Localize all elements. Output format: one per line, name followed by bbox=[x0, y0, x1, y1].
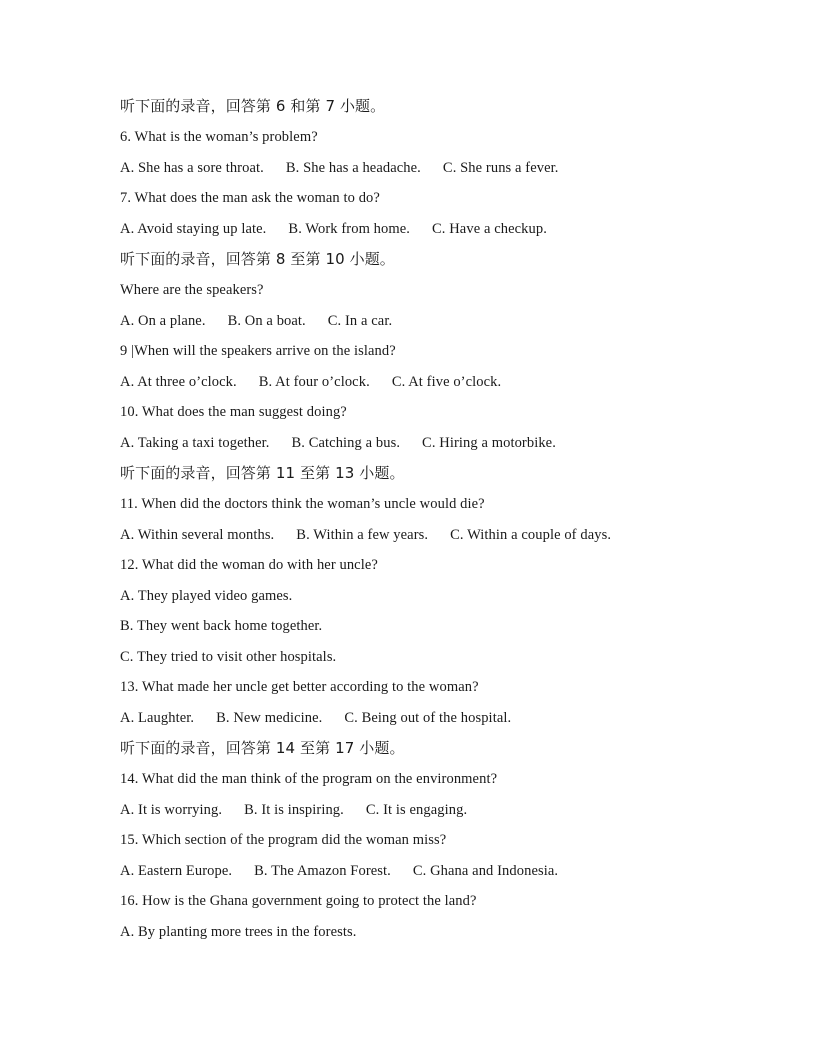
question-text: 16. How is the Ghana government going to protect the land? bbox=[120, 893, 477, 909]
answer-option: A. Laughter. bbox=[120, 709, 195, 726]
section-instruction: 听下面的录音，回答第 14 至第 17 小题。 bbox=[120, 739, 405, 757]
question-text: 13. What made her uncle get better according to the woman? bbox=[120, 679, 479, 695]
answer-option: C. At five o’clock. bbox=[391, 373, 502, 390]
answer-options-row bbox=[120, 371, 710, 402]
answer-option: A. Avoid staying up late. bbox=[120, 220, 267, 237]
answer-option: B. The Amazon Forest. bbox=[254, 862, 391, 879]
answer-option: A. At three o’clock. bbox=[120, 373, 237, 390]
question-text: 15. Which section of the program did the woman miss? bbox=[120, 832, 447, 848]
answer-option: C. Hiring a motorbike. bbox=[422, 434, 556, 451]
answer-options-row bbox=[120, 432, 710, 463]
answer-option: A. Eastern Europe. bbox=[120, 862, 233, 879]
answer-option: C. In a car. bbox=[327, 312, 393, 329]
question-text: 14. What did the man think of the program on the environment? bbox=[120, 771, 498, 787]
answer-option: C. She runs a fever. bbox=[442, 159, 559, 176]
answer-option: B. Work from home. bbox=[288, 220, 411, 237]
question-text: 12. What did the woman do with her uncle? bbox=[120, 557, 378, 573]
answer-option: B. It is inspiring. bbox=[244, 801, 344, 818]
section-instruction: 听下面的录音，回答第 11 至第 13 小题。 bbox=[120, 464, 405, 482]
answer-option: C. It is engaging. bbox=[365, 801, 468, 818]
answer-option: B. New medicine. bbox=[216, 709, 323, 726]
answer-option: B. Within a few years. bbox=[296, 526, 429, 543]
section-instruction: 听下面的录音，回答第 8 至第 10 小题。 bbox=[120, 250, 395, 268]
answer-option: C. Within a couple of days. bbox=[450, 526, 612, 543]
question-text: 11. When did the doctors think the woman’s uncle would die? bbox=[120, 496, 485, 512]
answer-option: B. At four o’clock. bbox=[258, 373, 370, 390]
answer-options-row bbox=[120, 157, 710, 188]
section-instruction: 听下面的录音，回答第 6 和第 7 小题。 bbox=[120, 97, 386, 115]
answer-options-row bbox=[120, 860, 710, 891]
question-text: 10. What does the man suggest doing? bbox=[120, 404, 347, 420]
listening-section bbox=[120, 95, 710, 951]
question-text: A. By planting more trees in the forests. bbox=[120, 923, 357, 940]
answer-options-row bbox=[120, 524, 710, 555]
answer-option: A. It is worrying. bbox=[120, 801, 223, 818]
answer-options-row bbox=[120, 707, 710, 738]
answer-option: B. On a boat. bbox=[227, 312, 306, 329]
answer-option: A. She has a sore throat. bbox=[120, 159, 264, 176]
question-text: 6. What is the woman’s problem? bbox=[120, 129, 318, 145]
question-text: 7. What does the man ask the woman to do? bbox=[120, 190, 380, 206]
answer-option: B. She has a headache. bbox=[285, 159, 421, 176]
answer-option: A. On a plane. bbox=[120, 312, 206, 329]
answer-option: C. Ghana and Indonesia. bbox=[412, 862, 559, 879]
question-text: A. They played video games. bbox=[120, 587, 293, 604]
answer-options-row bbox=[120, 218, 710, 249]
answer-option: C. Have a checkup. bbox=[432, 220, 547, 237]
answer-options-row bbox=[120, 310, 710, 341]
question-text: 9 |When will the speakers arrive on the island? bbox=[120, 343, 396, 359]
answer-option: A. Taking a taxi together. bbox=[120, 434, 270, 451]
question-text: B. They went back home together. bbox=[120, 618, 323, 634]
question-text: C. They tried to visit other hospitals. bbox=[120, 648, 337, 665]
question-text: Where are the speakers? bbox=[120, 282, 264, 298]
answer-option: B. Catching a bus. bbox=[291, 434, 401, 451]
answer-option: A. Within several months. bbox=[120, 526, 275, 543]
answer-option: C. Being out of the hospital. bbox=[344, 709, 512, 726]
answer-options-row bbox=[120, 799, 710, 830]
